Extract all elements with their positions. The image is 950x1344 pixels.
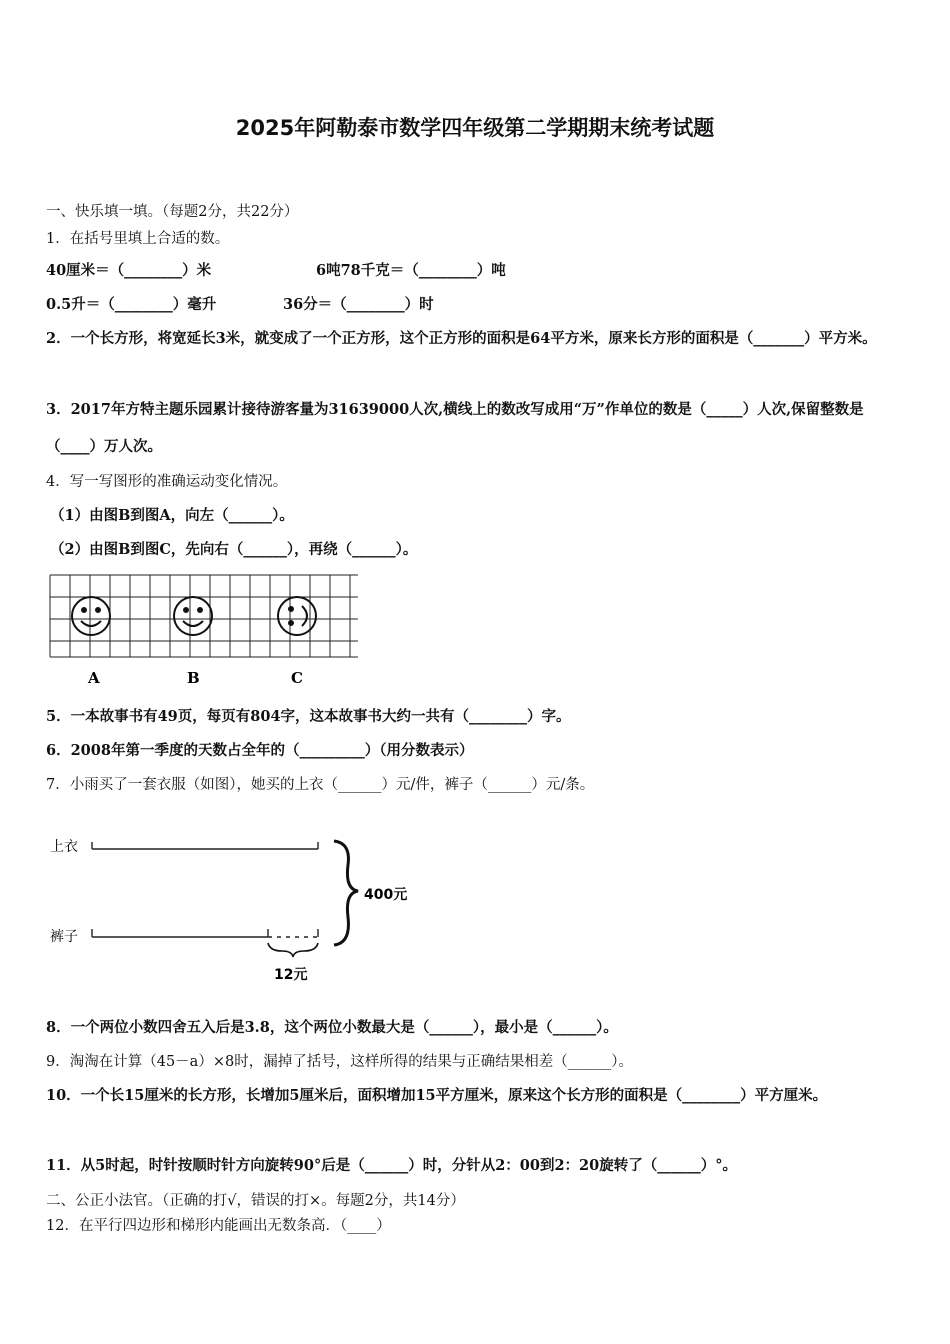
total-brace-icon — [334, 841, 358, 945]
section-heading-2: 二、公正小法官。（正确的打√，错误的打×。每题2分，共14分） — [46, 1193, 465, 1209]
question-6: 6．2008年第一季度的天数占全年的（_________）（用分数表示） — [46, 742, 474, 759]
top-segment — [92, 842, 318, 849]
total-label: 400元 — [364, 887, 408, 903]
question-4-part-1: （1）由图B到图A，向左（______）。 — [50, 507, 294, 524]
figure-label-b: B — [187, 669, 200, 687]
smiley-face-b-icon — [174, 597, 212, 635]
bottom-label: 裤子 — [50, 929, 78, 945]
question-7-stem: 7．小雨买了一套衣服（如图），她买的上衣（______）元/件，裤子（______）元/条。 — [46, 777, 595, 793]
clothing-price-figure — [46, 825, 426, 995]
figure-label-a: A — [88, 669, 100, 687]
question-1-item-a: 40厘米＝（________）米 — [46, 262, 212, 279]
section-heading: 一、快乐填一填。（每题2分，共22分） — [46, 204, 299, 220]
page-title: 2025年阿勒泰市数学四年级第二学期期末统考试题 — [235, 116, 715, 140]
bottom-segment — [92, 929, 318, 937]
face-grid-figure — [46, 571, 366, 693]
grid-lines — [50, 575, 358, 657]
question-11: 11．从5时起，时针按顺时针方向旋转90°后是（______）时，分针从2：00到2：20旋转了（______）°。 — [46, 1157, 737, 1174]
question-12: 12．在平行四边形和梯形内能画出无数条高．（____） — [46, 1218, 391, 1234]
question-2: 2．一个长方形，将宽延长3米，就变成了一个正方形，这个正方形的面积是64平方米，原来长方形的面积是（_______）平方米。 — [46, 330, 877, 347]
question-10: 10．一个长15厘米的长方形，长增加5厘米后，面积增加15平方厘米，原来这个长方形的面积是（________）平方厘米。 — [46, 1087, 828, 1104]
top-label: 上衣 — [50, 839, 78, 855]
difference-brace-icon — [268, 943, 318, 957]
smiley-face-a-icon — [72, 597, 110, 635]
question-1-stem: 1．在括号里填上合适的数。 — [46, 231, 230, 247]
question-8: 8．一个两位小数四舍五入后是3.8，这个两位小数最大是（______），最小是（______）。 — [46, 1019, 618, 1036]
question-1-item-d: 36分＝（________）时 — [283, 296, 434, 313]
question-3: 3．2017年方特主题乐园累计接待游客量为31639000人次,横线上的数改写成用“万”作单位的数是（_____）人次,保留整数是（____）万人次。 — [46, 401, 864, 455]
figure-label-c: C — [291, 669, 303, 687]
question-1-item-c: 0.5升＝（________）毫升 — [46, 296, 217, 313]
question-5: 5．一本故事书有49页，每页有804字，这本故事书大约一共有（________）字。 — [46, 708, 571, 725]
question-1-item-b: 6吨78千克＝（________）吨 — [316, 262, 506, 279]
question-4-stem: 4．写一写图形的准确运动变化情况。 — [46, 474, 288, 490]
question-9: 9．淘淘在计算（45－a）×8时，漏掉了括号，这样所得的结果与正确结果相差（______）。 — [46, 1054, 633, 1070]
difference-label: 12元 — [274, 967, 308, 983]
question-4-part-2: （2）由图B到图C，先向右（______），再绕（______）。 — [50, 541, 418, 558]
